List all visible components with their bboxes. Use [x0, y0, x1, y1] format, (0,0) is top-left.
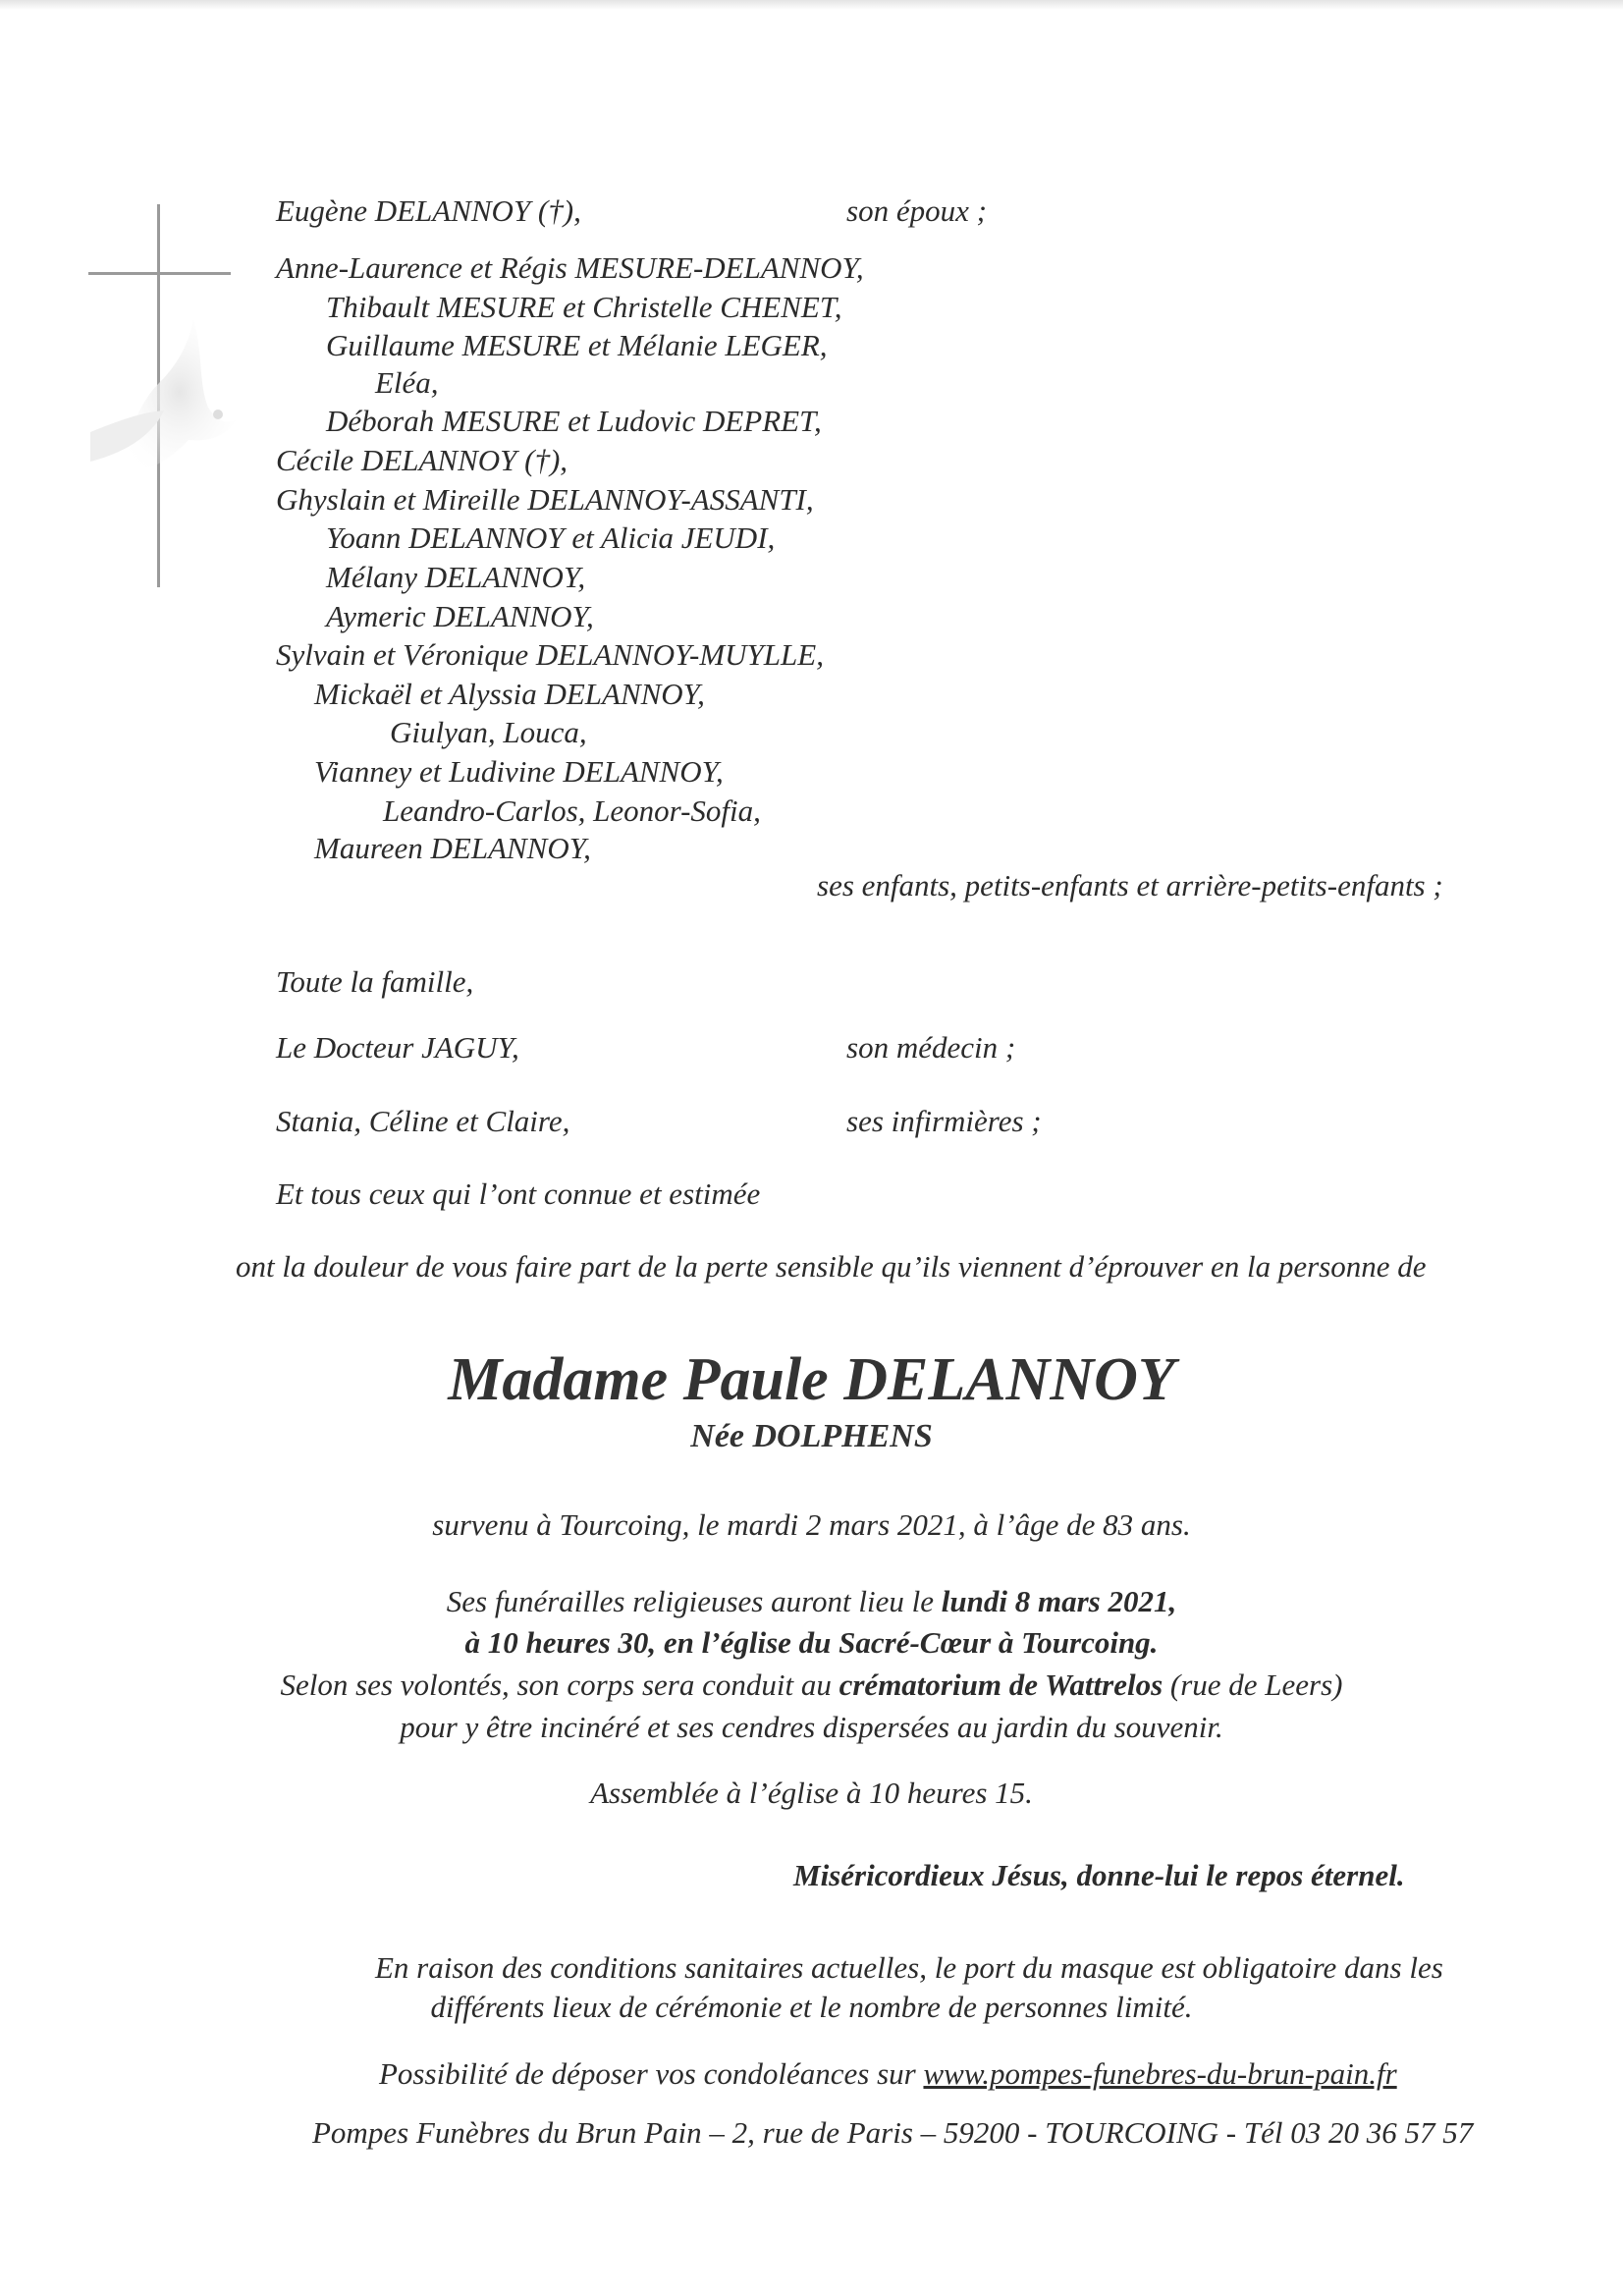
family-member-line: Anne-Laurence et Régis MESURE-DELANNOY,: [276, 250, 864, 285]
deceased-name: Madame Paule DELANNOY: [448, 1346, 1175, 1413]
mourner-relation: ses infirmières ;: [846, 1104, 1042, 1138]
mourner-name: Stania, Céline et Claire,: [276, 1104, 570, 1138]
funeral-line-1: [0, 1584, 1623, 1619]
sanitary-line-2: différents lieux de cérémonie et le nombre de personnes limité.: [430, 1990, 1193, 2024]
family-member-line: Eléa,: [375, 365, 439, 400]
family-member-line: Thibault MESURE et Christelle CHENET,: [326, 290, 842, 324]
family-member-line: Leandro-Carlos, Leonor-Sofia,: [383, 793, 761, 828]
family-member-line: Sylvain et Véronique DELANNOY-MUYLLE,: [276, 637, 824, 672]
funeral-line-3: [0, 1667, 1623, 1703]
deceased-maiden-name: Née DOLPHENS: [690, 1418, 933, 1454]
mourner-relation: son médecin ;: [846, 1030, 1016, 1065]
funeral-line-1-text: Ses funérailles religieuses auront lieu le: [446, 1584, 942, 1618]
family-member-line: Maureen DELANNOY,: [314, 831, 591, 865]
condolences-link[interactable]: www.pompes-funebres-du-brun-pain.fr: [923, 2056, 1397, 2091]
family-member-line: Vianney et Ludivine DELANNOY,: [314, 754, 724, 789]
funeral-line-4: pour y être incinéré et ses cendres dispersées au jardin du souvenir.: [400, 1710, 1223, 1744]
mourner-name: Le Docteur JAGUY,: [276, 1030, 519, 1065]
scan-edge-shadow: [0, 0, 1623, 10]
funeral-line-3-post: (rue de Leers): [1163, 1667, 1343, 1702]
family-member-line: Déborah MESURE et Ludovic DEPRET,: [326, 404, 822, 438]
family-member-line: Eugène DELANNOY (†),: [276, 193, 581, 228]
funeral-line-3-pre: Selon ses volontés, son corps sera conduit au: [280, 1667, 839, 1702]
family-member-line: Giulyan, Louca,: [390, 715, 587, 749]
prayer-text: Miséricordieux Jésus, donne-lui le repos éternel.: [793, 1858, 1405, 1892]
relation-label: son époux ;: [846, 193, 987, 228]
announcement-text: ont la douleur de vous faire part de la perte sensible qu’ils viennent d’éprouver en la personne de: [236, 1249, 1427, 1284]
assembly-info: Assemblée à l’église à 10 heures 15.: [590, 1776, 1033, 1810]
family-member-line: Ghyslain et Mireille DELANNOY-ASSANTI,: [276, 482, 814, 517]
mourner-name: Toute la famille,: [276, 964, 474, 999]
family-member-line: Cécile DELANNOY (†),: [276, 443, 568, 477]
funeral-date: lundi 8 mars 2021,: [941, 1584, 1177, 1618]
family-member-line: Yoann DELANNOY et Alicia JEUDI,: [326, 520, 776, 555]
family-member-line: Mickaël et Alyssia DELANNOY,: [314, 677, 705, 711]
family-member-line: Aymeric DELANNOY,: [326, 599, 594, 633]
cross-horizontal-bar: [88, 272, 231, 275]
crematorium-name: crématorium de Wattrelos: [839, 1667, 1163, 1702]
death-info: survenu à Tourcoing, le mardi 2 mars 2021, à l’âge de 83 ans.: [432, 1507, 1191, 1542]
family-member-line: Mélany DELANNOY,: [326, 560, 586, 594]
condolences-text: Possibilité de déposer vos condoléances sur: [379, 2056, 924, 2091]
relation-label: ses enfants, petits-enfants et arrière-petits-enfants ;: [817, 868, 1443, 902]
condolences-line: [379, 2056, 1397, 2092]
funeral-line-2: à 10 heures 30, en l’église du Sacré-Cœur à Tourcoing.: [464, 1625, 1159, 1660]
sanitary-line-1: En raison des conditions sanitaires actuelles, le port du masque est obligatoire dans les: [375, 1950, 1443, 1985]
family-member-line: Guillaume MESURE et Mélanie LEGER,: [326, 328, 828, 362]
dove-icon: [71, 314, 238, 491]
footer-contact: Pompes Funèbres du Brun Pain – 2, rue de Paris – 59200 - TOURCOING - Tél 03 20 36 57 57: [312, 2115, 1474, 2150]
mourner-name: Et tous ceux qui l’ont connue et estimée: [276, 1176, 761, 1211]
